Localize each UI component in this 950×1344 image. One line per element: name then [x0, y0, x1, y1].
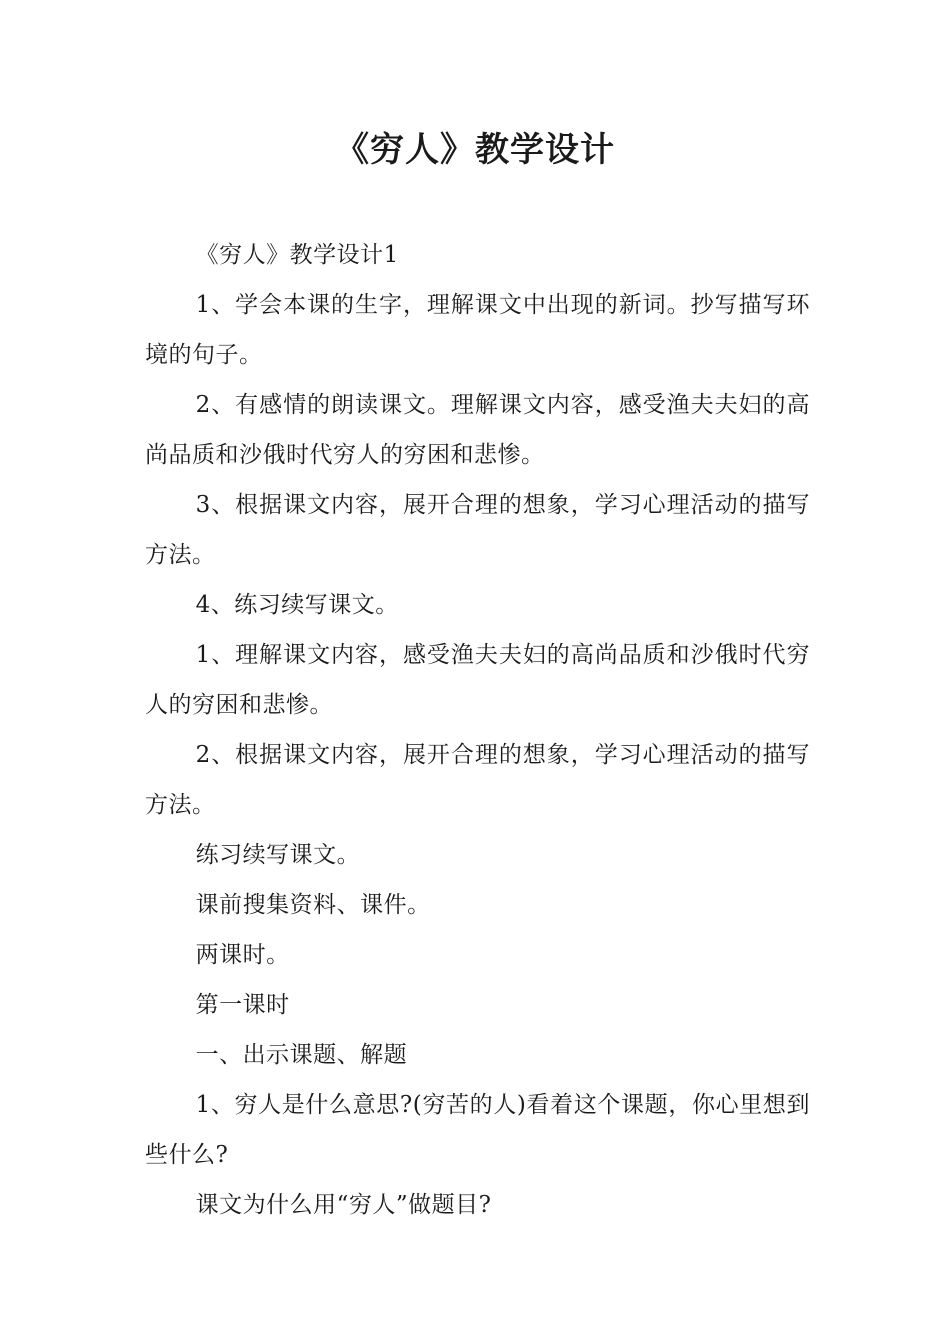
key-point-1-paragraph: 1、理解课文内容，感受渔夫夫妇的高尚品质和沙俄时代穷人的穷困和悲惨。: [145, 642, 810, 718]
objective-1-paragraph: 1、学会本课的生字，理解课文中出现的新词。抄写描写环境的句子。: [145, 292, 810, 368]
objective-4-paragraph: 4、练习续写课文。: [195, 592, 399, 618]
objective-3-paragraph: 3、根据课文内容，展开合理的想象，学习心理活动的描写方法。: [145, 492, 810, 568]
subtitle-paragraph: 《穷人》教学设计1: [195, 242, 399, 268]
duration-paragraph: 两课时。: [195, 942, 290, 968]
section-heading: 一、出示课题、解题: [195, 1042, 408, 1068]
difficulty-paragraph: 练习续写课文。: [195, 842, 361, 868]
key-point-2-paragraph: 2、根据课文内容，展开合理的想象，学习心理活动的描写方法。: [145, 742, 810, 818]
objective-2-paragraph: 2、有感情的朗读课文。理解课文内容，感受渔夫夫妇的高尚品质和沙俄时代穷人的穷困和悲惨。: [145, 392, 810, 468]
document-body: [145, 230, 810, 1230]
preparation-paragraph: 课前搜集资料、课件。: [195, 892, 431, 918]
lesson-heading: 第一课时: [195, 992, 290, 1018]
question-2-paragraph: 课文为什么用“穷人”做题目?: [195, 1192, 492, 1218]
question-1-paragraph: 1、穷人是什么意思?(穷苦的人)看着这个课题，你心里想到些什么?: [145, 1092, 810, 1168]
document-title: 《穷人》教学设计: [335, 130, 615, 170]
